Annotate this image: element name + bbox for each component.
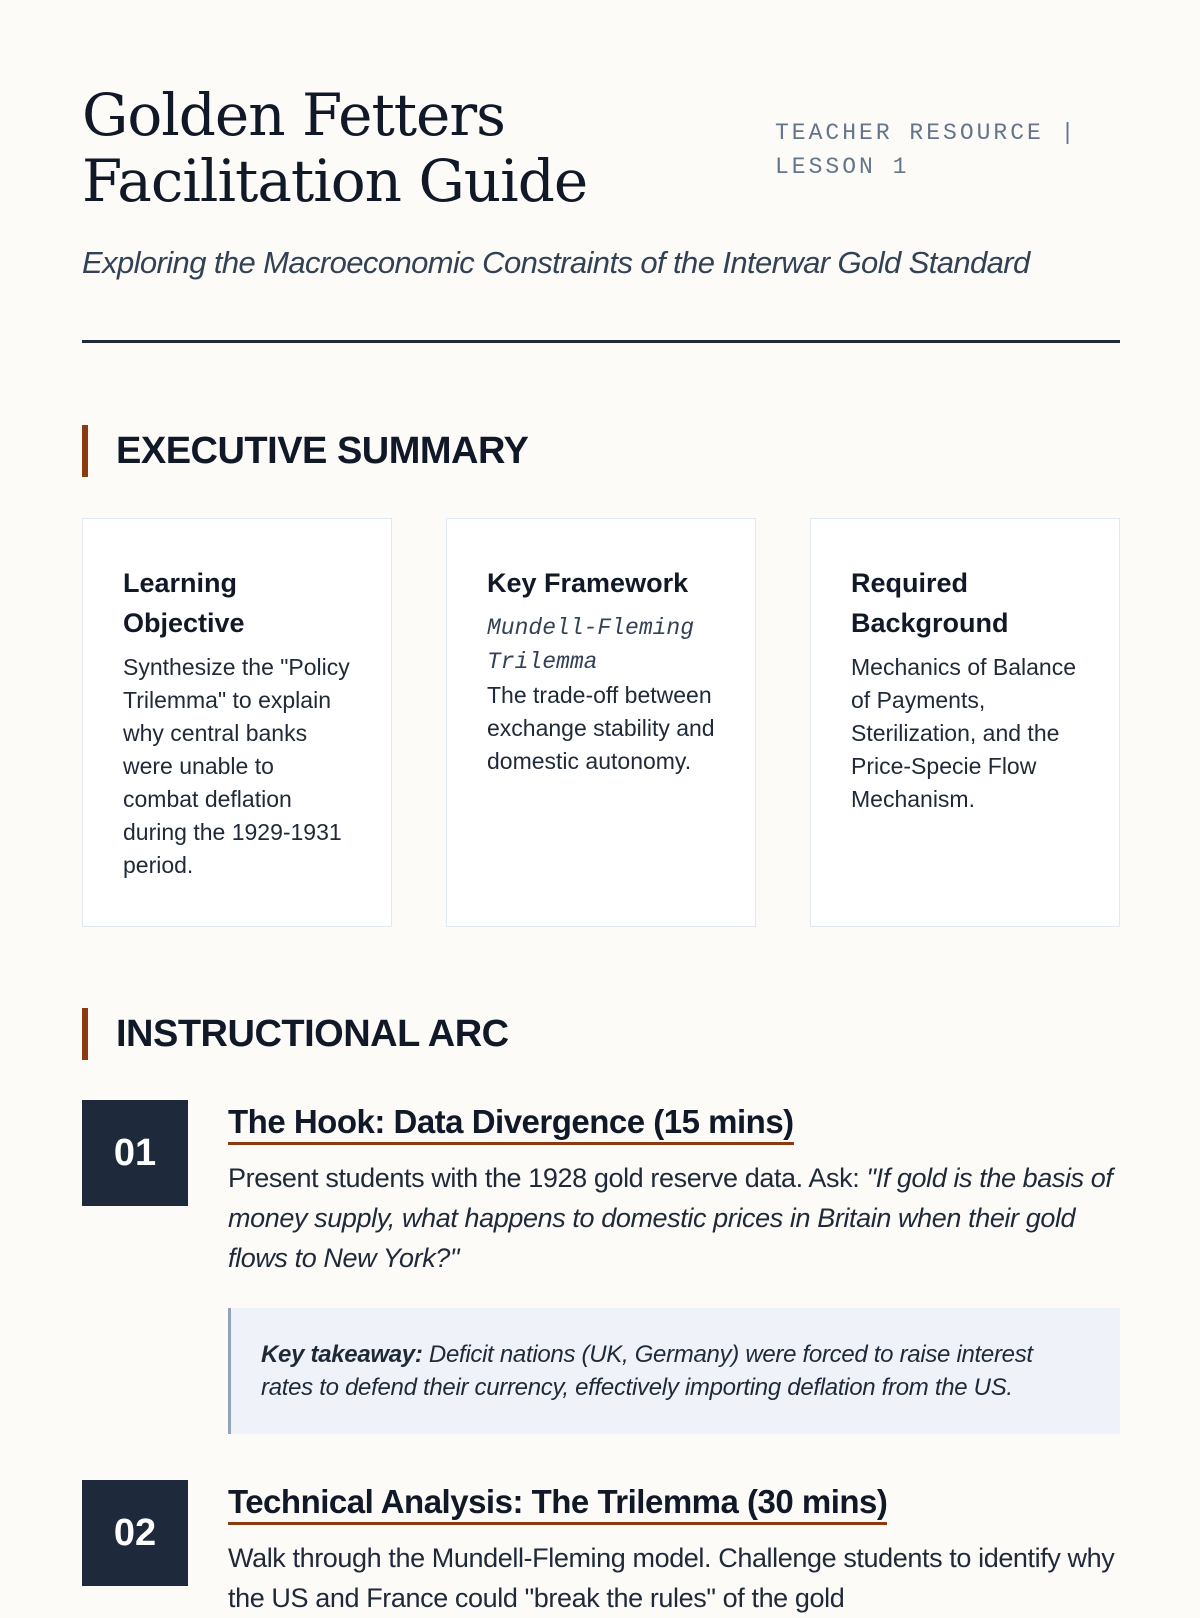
takeaway-label: Key takeaway: [261,1341,423,1368]
card-body: The trade-off between exchange stability and domestic autonomy. [487,682,715,774]
resource-tag [775,116,1095,184]
section-heading-instructional-arc: INSTRUCTIONAL ARC [82,1008,509,1060]
card-learning-objective [82,518,392,927]
step-text: Present students with the 1928 gold reserve data. Ask: [228,1163,867,1193]
section-heading-executive-summary: EXECUTIVE SUMMARY [82,425,528,477]
card-body: Synthesize the "Policy Trilemma" to explain why central banks were unable to combat deflation during the 1929-1931 period. [123,654,350,878]
card-title: Key Framework [487,568,689,598]
framework-term: Mundell-Fleming Trilemma [487,615,695,675]
title-line: Facilitation Guide [82,147,588,215]
header [82,0,1120,345]
page-title [82,82,587,214]
card-key-framework [446,518,756,927]
title-line: Golden Fetters [82,81,505,149]
summary-cards [82,518,1120,927]
subtitle: Exploring the Macroeconomic Constraints of the Interwar Gold Standard [82,245,1030,280]
card-title: Required Background [851,568,1009,638]
step-number: 02 [82,1480,188,1586]
step-quote: "If gold is the basis of money supply, what happens to domestic prices in Britain when their gold flows to New York?" [228,1163,1113,1273]
card-body: Mechanics of Balance of Payments, Sterilization, and the Price-Specie Flow Mechanism. [851,654,1077,812]
takeaway-text: Deficit nations (UK, Germany) were forced to raise interest rates to defend their currency, effectively importing deflation from the US. [261,1341,1033,1401]
step-number: 01 [82,1100,188,1206]
page [82,0,1120,1613]
key-takeaway [228,1308,1120,1434]
step-body: Walk through the Mundell-Fleming model. Challenge students to identify why the US and France could "break the rules" of the gold [228,1543,1115,1613]
tag-line: TEACHER RESOURCE | [775,120,1078,146]
card-title: Learning Objective [123,568,245,638]
divider [82,340,1120,343]
card-required-background [810,518,1120,927]
step-title: Technical Analysis: The Trilemma (30 mins) [228,1482,887,1525]
step-title: The Hook: Data Divergence (15 mins) [228,1102,794,1145]
step-body [228,1158,1120,1278]
tag-line: LESSON 1 [775,154,910,180]
